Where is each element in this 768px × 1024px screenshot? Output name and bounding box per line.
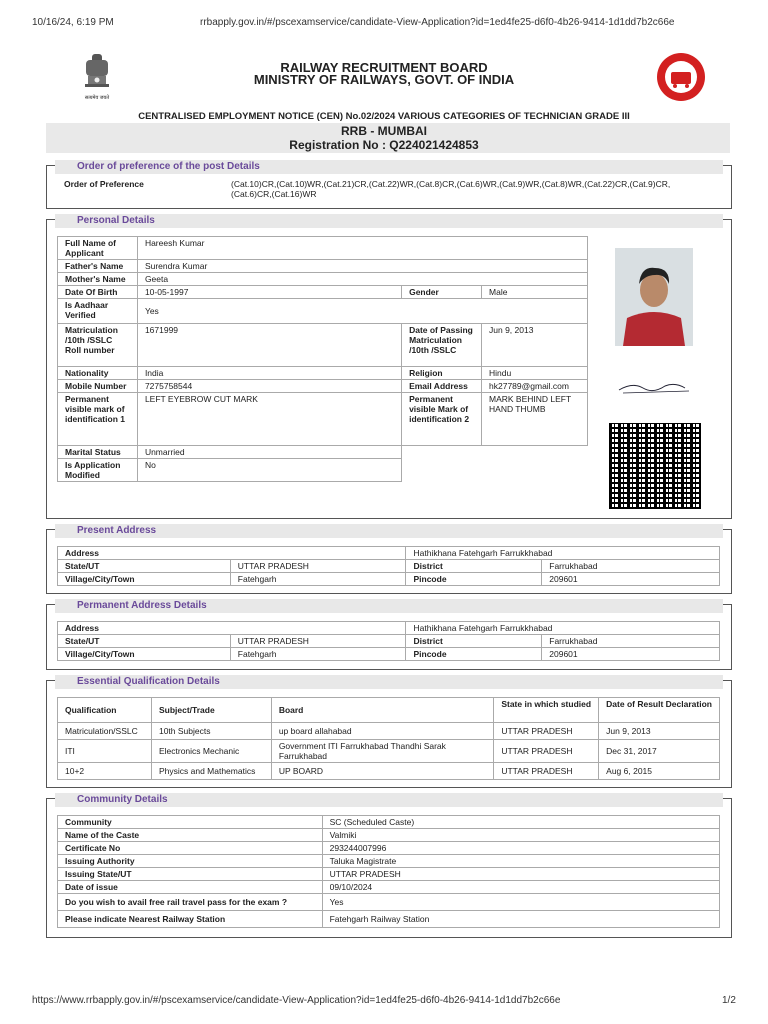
cell: ITI bbox=[58, 740, 152, 763]
label-dob: Date Of Birth bbox=[58, 286, 138, 299]
cell: Dec 31, 2017 bbox=[599, 740, 720, 763]
value-dob: 10-05-1997 bbox=[137, 286, 401, 299]
value-district: Farrukhabad bbox=[542, 560, 720, 573]
label-mother: Mother's Name bbox=[58, 273, 138, 286]
value-village: Fatehgarh bbox=[230, 648, 406, 661]
column-header: Qualification bbox=[58, 698, 152, 723]
label-mark1: Permanent visible mark of identification 1 bbox=[58, 393, 138, 446]
label-father: Father's Name bbox=[58, 260, 138, 273]
label-state: State/UT bbox=[58, 560, 231, 573]
column-header: Subject/Trade bbox=[151, 698, 271, 723]
label-mark2: Permanent visible Mark of identification 2 bbox=[402, 393, 482, 446]
preference-value-1: (Cat.10)CR,(Cat.10)WR,(Cat.21)CR,(Cat.22)WR,(Cat.8)CR,(Cat.6)WR,(Cat.9)WR,(Cat.8)WR,(Cat.22)CR,(Cat.9)CR, bbox=[231, 179, 671, 189]
registration-number: Registration No : Q224021424853 bbox=[289, 138, 479, 152]
emblem-caption: सत्यमेव जयते bbox=[84, 95, 110, 101]
table-row bbox=[58, 894, 720, 911]
value-mobile: 7275758544 bbox=[137, 380, 401, 393]
table-row bbox=[58, 868, 720, 881]
value-address: Hathikhana Fatehgarh Farrukkhabad bbox=[406, 622, 720, 635]
table-row bbox=[58, 740, 720, 763]
table-row bbox=[58, 723, 720, 740]
table-row bbox=[58, 763, 720, 780]
section-heading: Present Address bbox=[55, 524, 723, 538]
table-row bbox=[58, 911, 720, 928]
value-passing: Jun 9, 2013 bbox=[482, 324, 588, 367]
label-address: Address bbox=[58, 547, 406, 560]
value-state: UTTAR PRADESH bbox=[230, 635, 406, 648]
label-village: Village/City/Town bbox=[58, 573, 231, 586]
table-row bbox=[58, 881, 720, 894]
label-state: State/UT bbox=[58, 635, 231, 648]
label-aadhaar: Is Aadhaar Verified bbox=[58, 299, 138, 324]
section-heading: Essential Qualification Details bbox=[55, 675, 723, 689]
cell-value: UTTAR PRADESH bbox=[322, 868, 719, 881]
qualification-section bbox=[46, 676, 732, 788]
cell-value: Yes bbox=[322, 894, 719, 911]
community-section bbox=[46, 794, 732, 938]
preference-value-2: (Cat.6)CR,(Cat.16)WR bbox=[231, 189, 317, 199]
cell-label: Please indicate Nearest Railway Station bbox=[58, 911, 323, 928]
value-mother: Geeta bbox=[137, 273, 587, 286]
value-email: hk27789@gmail.com bbox=[482, 380, 588, 393]
cell: UTTAR PRADESH bbox=[494, 723, 599, 740]
personal-table bbox=[57, 236, 588, 482]
cell: Matriculation/SSLC bbox=[58, 723, 152, 740]
value-pincode: 209601 bbox=[542, 648, 720, 661]
applicant-photo bbox=[615, 248, 693, 346]
cell-label: Community bbox=[58, 816, 323, 829]
label-pincode: Pincode bbox=[406, 573, 542, 586]
ministry-title: MINISTRY OF RAILWAYS, GOVT. OF INDIA bbox=[253, 72, 515, 87]
label-full-name: Full Name of Applicant bbox=[58, 237, 138, 260]
cell: UP BOARD bbox=[271, 763, 494, 780]
cell-value: Valmiki bbox=[322, 829, 719, 842]
column-header: Board bbox=[271, 698, 494, 723]
print-footer-url: https://www.rrbapply.gov.in/#/pscexamservice/candidate-View-Application?id=1ed4fe25-d6f0-4b26-9414-1d1dd7b2c66e bbox=[32, 995, 561, 1006]
column-header: Date of Result Declaration bbox=[599, 698, 720, 723]
cell-value: Fatehgarh Railway Station bbox=[322, 911, 719, 928]
section-heading: Order of preference of the post Details bbox=[55, 160, 723, 174]
table-row bbox=[58, 816, 720, 829]
section-heading: Community Details bbox=[55, 793, 723, 807]
cell: 10+2 bbox=[58, 763, 152, 780]
table-row bbox=[58, 829, 720, 842]
cell-value: 09/10/2024 bbox=[322, 881, 719, 894]
label-address: Address bbox=[58, 622, 406, 635]
label-pincode: Pincode bbox=[406, 648, 542, 661]
label-matric: Matriculation /10th /SSLC Roll number bbox=[58, 324, 138, 367]
present-address-section bbox=[46, 525, 732, 594]
cell-label: Issuing State/UT bbox=[58, 868, 323, 881]
application-qr-code bbox=[609, 423, 701, 509]
label-mobile: Mobile Number bbox=[58, 380, 138, 393]
cell-label: Issuing Authority bbox=[58, 855, 323, 868]
cell: 10th Subjects bbox=[151, 723, 271, 740]
applicant-signature bbox=[613, 376, 699, 398]
value-mark1: LEFT EYEBROW CUT MARK bbox=[137, 393, 401, 446]
label-email: Email Address bbox=[402, 380, 482, 393]
value-pincode: 209601 bbox=[542, 573, 720, 586]
cell: Jun 9, 2013 bbox=[599, 723, 720, 740]
table-row bbox=[58, 842, 720, 855]
column-header: State in which studied bbox=[494, 698, 599, 723]
value-full-name: Hareesh Kumar bbox=[137, 237, 587, 260]
board-title: RAILWAY RECRUITMENT BOARD bbox=[280, 60, 488, 75]
rrb-name: RRB - MUMBAI bbox=[341, 124, 427, 138]
cell: Physics and Mathematics bbox=[151, 763, 271, 780]
label-religion: Religion bbox=[402, 367, 482, 380]
cell-label: Certificate No bbox=[58, 842, 323, 855]
cell: Government ITI Farrukhabad Thandhi Sarak Farrukhabad bbox=[271, 740, 494, 763]
label-nationality: Nationality bbox=[58, 367, 138, 380]
table-row bbox=[58, 855, 720, 868]
value-modified: No bbox=[137, 459, 401, 482]
value-gender: Male bbox=[482, 286, 588, 299]
present-address-table bbox=[57, 546, 720, 586]
community-table bbox=[57, 815, 720, 928]
value-religion: Hindu bbox=[482, 367, 588, 380]
section-heading: Personal Details bbox=[55, 214, 723, 228]
cell-value: SC (Scheduled Caste) bbox=[322, 816, 719, 829]
value-matric: 1671999 bbox=[137, 324, 401, 367]
cell-label: Do you wish to avail free rail travel pass for the exam ? bbox=[58, 894, 323, 911]
value-address: Hathikhana Fatehgarh Farrukkhabad bbox=[406, 547, 720, 560]
qualification-table bbox=[57, 697, 720, 780]
cell: Aug 6, 2015 bbox=[599, 763, 720, 780]
personal-section bbox=[46, 215, 732, 519]
label-passing: Date of Passing Matriculation /10th /SSLC bbox=[402, 324, 482, 367]
cell-value: Taluka Magistrate bbox=[322, 855, 719, 868]
cell: UTTAR PRADESH bbox=[494, 763, 599, 780]
section-heading: Permanent Address Details bbox=[55, 599, 723, 613]
value-mark2: MARK BEHIND LEFT HAND THUMB bbox=[482, 393, 588, 446]
value-state: UTTAR PRADESH bbox=[230, 560, 406, 573]
label-district: District bbox=[406, 635, 542, 648]
value-district: Farrukhabad bbox=[542, 635, 720, 648]
print-page-number: 1/2 bbox=[722, 995, 736, 1006]
cen-notice: CENTRALISED EMPLOYMENT NOTICE (CEN) No.02/2024 VARIOUS CATEGORIES OF TECHNICIAN GRADE III bbox=[138, 111, 630, 122]
preference-section bbox=[46, 161, 732, 209]
label-village: Village/City/Town bbox=[58, 648, 231, 661]
label-modified: Is Application Modified bbox=[58, 459, 138, 482]
print-datetime: 10/16/24, 6:19 PM bbox=[32, 17, 114, 28]
value-village: Fatehgarh bbox=[230, 573, 406, 586]
cell-label: Name of the Caste bbox=[58, 829, 323, 842]
permanent-address-table bbox=[57, 621, 720, 661]
cell: up board allahabad bbox=[271, 723, 494, 740]
cell: UTTAR PRADESH bbox=[494, 740, 599, 763]
label-marital: Marital Status bbox=[58, 446, 138, 459]
value-aadhaar: Yes bbox=[137, 299, 587, 324]
cell-value: 293244007996 bbox=[322, 842, 719, 855]
cell: Electronics Mechanic bbox=[151, 740, 271, 763]
print-url: rrbapply.gov.in/#/pscexamservice/candidate-View-Application?id=1ed4fe25-d6f0-4b26-9414-1d1dd7b2c66e bbox=[200, 17, 675, 28]
cell-label: Date of issue bbox=[58, 881, 323, 894]
value-marital: Unmarried bbox=[137, 446, 401, 459]
value-nationality: India bbox=[137, 367, 401, 380]
value-father: Surendra Kumar bbox=[137, 260, 587, 273]
label-district: District bbox=[406, 560, 542, 573]
preference-label: Order of Preference bbox=[64, 179, 144, 189]
permanent-address-section bbox=[46, 600, 732, 670]
label-gender: Gender bbox=[402, 286, 482, 299]
